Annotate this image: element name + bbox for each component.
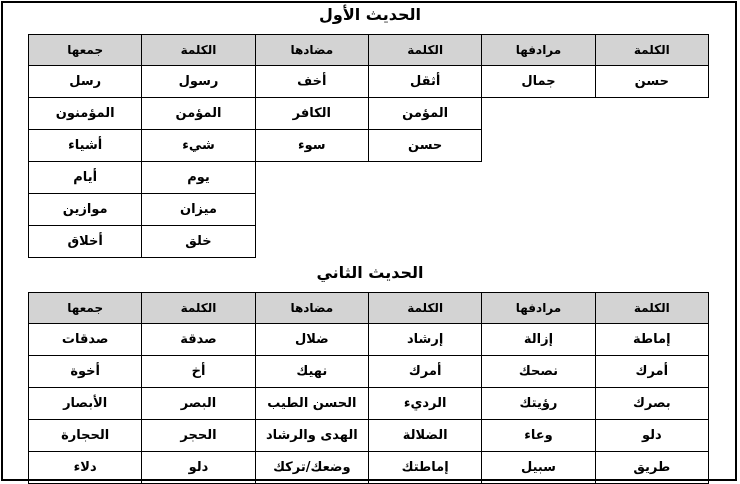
header-word: الكلمة <box>142 35 255 66</box>
table-cell: الهدى والرشاد <box>255 420 368 452</box>
table-cell: المؤمن <box>368 98 481 130</box>
empty-cell <box>482 226 595 258</box>
empty-cell <box>368 194 481 226</box>
hadith-1-title: الحديث الأول <box>318 5 421 24</box>
empty-cell <box>595 194 708 226</box>
table-cell: صدقة <box>142 324 255 356</box>
empty-cell <box>255 162 368 194</box>
header-antonym: مضادها <box>255 293 368 324</box>
table-cell: أمرك <box>368 356 481 388</box>
table-cell: أخوة <box>29 356 142 388</box>
table-row <box>29 130 709 162</box>
table-cell: رسل <box>29 66 142 98</box>
hadith-2-title: الحديث الثاني <box>316 263 424 282</box>
table-cell: رؤيتك <box>482 388 595 420</box>
header-word: الكلمة <box>595 293 708 324</box>
table-header-row <box>29 35 709 66</box>
table-cell: بصرك <box>595 388 708 420</box>
empty-cell <box>255 226 368 258</box>
table-row <box>29 162 709 194</box>
table-cell: وضعك/تركك <box>255 452 368 484</box>
table-row <box>29 98 709 130</box>
table-cell: سبيل <box>482 452 595 484</box>
table-cell: موازين <box>29 194 142 226</box>
table-cell: أخف <box>255 66 368 98</box>
table-cell: صدقات <box>29 324 142 356</box>
empty-cell <box>482 194 595 226</box>
table-cell: الحجر <box>142 420 255 452</box>
table-row <box>29 420 709 452</box>
table-cell: الحجارة <box>29 420 142 452</box>
table-cell: حسن <box>368 130 481 162</box>
header-word: الكلمة <box>368 35 481 66</box>
table-cell: أشياء <box>29 130 142 162</box>
table-cell: أمرك <box>595 356 708 388</box>
table-cell: يوم <box>142 162 255 194</box>
table-row <box>29 388 709 420</box>
empty-cell <box>368 226 481 258</box>
table-cell: أخ <box>142 356 255 388</box>
empty-cell <box>595 226 708 258</box>
table-cell: جمال <box>482 66 595 98</box>
empty-cell <box>595 130 708 162</box>
table-row <box>29 226 709 258</box>
empty-cell <box>368 162 481 194</box>
table-cell: نصحك <box>482 356 595 388</box>
header-synonym: مرادفها <box>482 35 595 66</box>
header-plural: جمعها <box>29 293 142 324</box>
table-cell: طريق <box>595 452 708 484</box>
table-cell: إرشاد <box>368 324 481 356</box>
table-cell: البصر <box>142 388 255 420</box>
empty-cell <box>595 162 708 194</box>
table-header-row <box>29 293 709 324</box>
empty-cell <box>482 162 595 194</box>
table-cell: الحسن الطيب <box>255 388 368 420</box>
header-plural: جمعها <box>29 35 142 66</box>
table-cell: ميزان <box>142 194 255 226</box>
table-cell: الضلالة <box>368 420 481 452</box>
table-cell: سوء <box>255 130 368 162</box>
hadith-1-vocab-table <box>28 34 709 258</box>
header-synonym: مرادفها <box>482 293 595 324</box>
table-cell: دلو <box>595 420 708 452</box>
table-row <box>29 452 709 484</box>
header-word: الكلمة <box>595 35 708 66</box>
table-cell: خلق <box>142 226 255 258</box>
table-cell: أثقل <box>368 66 481 98</box>
table-cell: رسول <box>142 66 255 98</box>
header-word: الكلمة <box>142 293 255 324</box>
table-cell: المؤمن <box>142 98 255 130</box>
table-cell: حسن <box>595 66 708 98</box>
table-cell: وعاء <box>482 420 595 452</box>
table-cell: شيء <box>142 130 255 162</box>
table-row <box>29 66 709 98</box>
table-cell: إماطة <box>595 324 708 356</box>
table-cell: المؤمنون <box>29 98 142 130</box>
table-cell: الكافر <box>255 98 368 130</box>
header-word: الكلمة <box>368 293 481 324</box>
table-row <box>29 356 709 388</box>
table-cell: الأبصار <box>29 388 142 420</box>
table-cell: دلاء <box>29 452 142 484</box>
table-row <box>29 194 709 226</box>
table-cell: ضلال <box>255 324 368 356</box>
table-cell: أيام <box>29 162 142 194</box>
empty-cell <box>482 98 595 130</box>
empty-cell <box>482 130 595 162</box>
empty-cell <box>255 194 368 226</box>
table-cell: دلو <box>142 452 255 484</box>
table-cell: الرديء <box>368 388 481 420</box>
table-cell: إزالة <box>482 324 595 356</box>
table-row <box>29 324 709 356</box>
empty-cell <box>595 98 708 130</box>
hadith-2-vocab-table <box>28 292 709 484</box>
table-cell: إماطتك <box>368 452 481 484</box>
table-cell: أخلاق <box>29 226 142 258</box>
table-cell: نهيك <box>255 356 368 388</box>
header-antonym: مضادها <box>255 35 368 66</box>
